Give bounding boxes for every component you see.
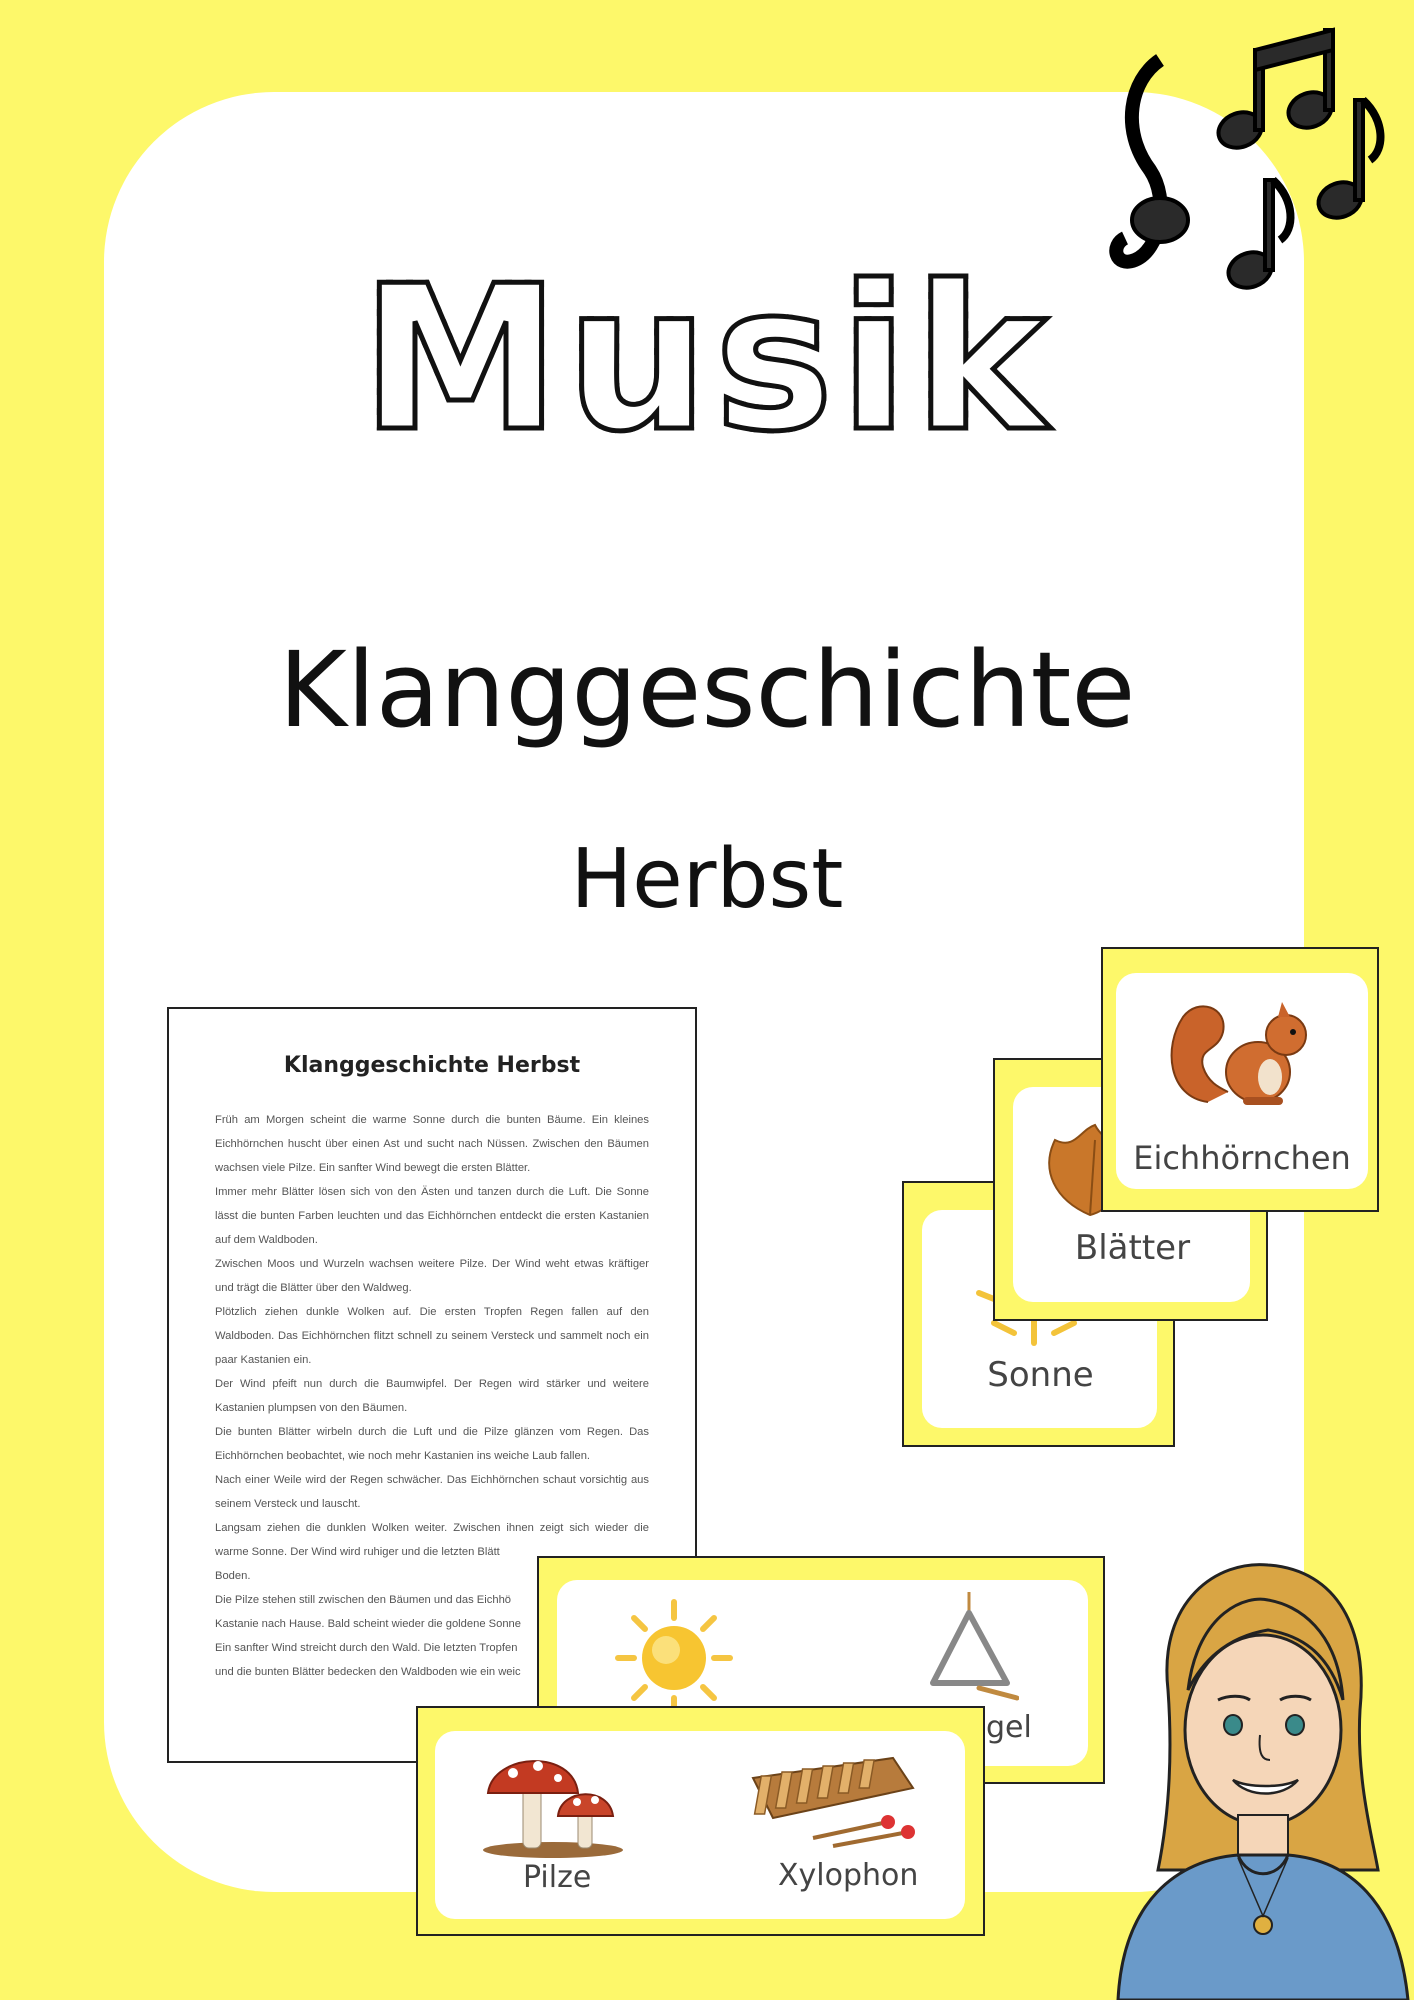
- story-paragraph: Langsam ziehen die dunklen Wolken weiter. Zwischen ihnen zeigt sich wieder die warme Sonne. Der Wind wird ruhiger und die letzten Blätt: [215, 1522, 649, 1558]
- xylophone-icon: [743, 1738, 923, 1848]
- story-paragraph: Die bunten Blätter wirbeln durch die Luft und die Pilze glänzen vom Regen. Das Eichhörnchen beobachtet, wie noch mehr Kastanien ins weiche Laub fallen.: [215, 1426, 649, 1462]
- story-paragraph: Zwischen Moos und Wurzeln wachsen weitere Pilze. Der Wind weht etwas kräftiger und trägt die Blätter über den Waldweg.: [215, 1258, 649, 1294]
- card-eichhoernchen: [1101, 947, 1379, 1212]
- mushrooms-icon: [473, 1738, 633, 1858]
- card-label-triangel: gel: [986, 1710, 1032, 1745]
- card-label-blaetter: Blätter: [1074, 1228, 1191, 1268]
- story-paragraph: Kastanie nach Hause. Bald scheint wieder die goldene Sonne: [215, 1618, 522, 1630]
- triangle-instrument-icon: [919, 1588, 1019, 1708]
- story-paragraph: Der Wind pfeift nun durch die Baumwipfel. Der Regen wird stärker und weitere Kastanien plumpsen von den Bäumen.: [215, 1378, 649, 1414]
- card-label-pilze: Pilze: [523, 1860, 592, 1895]
- story-paragraph: Ein sanfter Wind streicht durch den Wald. Die letzten Tropfen: [215, 1642, 518, 1654]
- story-paragraph: Plötzlich ziehen dunkle Wolken auf. Die ersten Tropfen Regen fallen auf den Waldboden. Das Eichhörnchen flitzt schnell zu seinem Versteck und sammelt noch ein paar Kastanien ein.: [215, 1306, 649, 1366]
- card-label-sonne: Sonne: [987, 1355, 1094, 1395]
- cover-topic: Herbst: [570, 832, 844, 927]
- document-title: Klanggeschichte Herbst: [283, 1053, 581, 1078]
- squirrel-icon: [1158, 987, 1328, 1117]
- card-pilze-xylophon: [416, 1706, 985, 1936]
- sun-icon: [614, 1598, 734, 1718]
- story-paragraph: Immer mehr Blätter lösen sich von den Ästen und tanzen durch die Luft. Die Sonne lässt die bunten Farben leuchten und das Eichhörnchen entdeckt die ersten Kastanien auf dem Waldboden.: [215, 1186, 649, 1246]
- card-label-xylophon: Xylophon: [778, 1858, 919, 1893]
- story-paragraph: Nach einer Weile wird der Regen schwächer. Das Eichhörnchen schaut vorsichtig aus seinem Versteck und lauscht.: [215, 1474, 649, 1510]
- story-paragraph: Die Pilze stehen still zwischen den Bäumen und das Eichhö: [215, 1594, 512, 1606]
- teacher-illustration: [1098, 1540, 1414, 2000]
- story-paragraph: Früh am Morgen scheint die warme Sonne durch die bunten Bäume. Ein kleines Eichhörnchen huscht über einen Ast und sucht nach Nüssen. Zwischen den Bäumen wachsen viele Pilze. Ein sanfter Wind bewegt die ersten Blätter.: [215, 1114, 649, 1174]
- cover-title: Musik: [0, 250, 1414, 470]
- cover-subtitle: Klanggeschichte: [278, 629, 1136, 751]
- story-paragraph: und die bunten Blätter bedecken den Waldboden wie ein weic: [215, 1666, 521, 1678]
- story-paragraph: Boden.: [215, 1570, 251, 1582]
- card-label-eichhoernchen: Eichhörnchen: [1133, 1139, 1351, 1177]
